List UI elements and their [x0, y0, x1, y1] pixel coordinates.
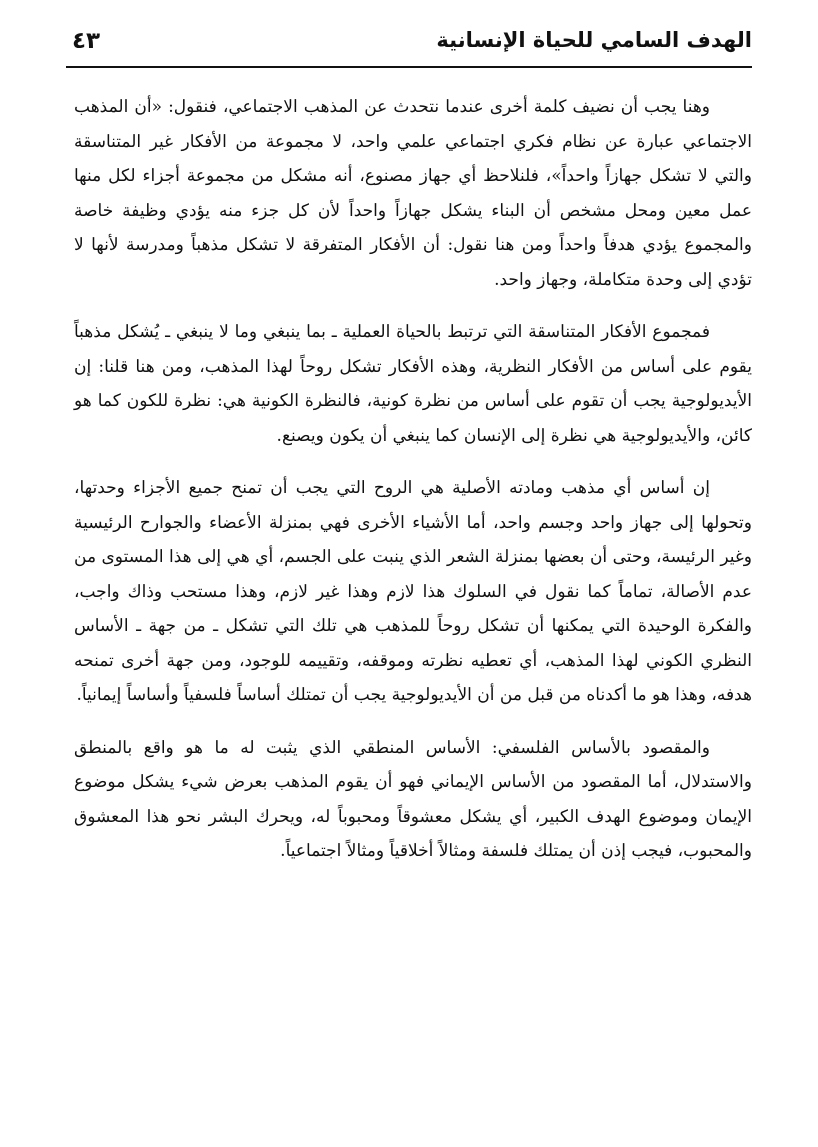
- body-text: [74, 90, 752, 887]
- paragraph-1: وهنا يجب أن نضيف كلمة أخرى عندما نتحدث عن المذهب الاجتماعي، فنقول: «أن المذهب الاجتماعي عبارة عن نظام فكري اجتماعي علمي واحد، لا مجموعة من الأفكار غير المتناسقة والتي لا تشكل جهازاً واحداً»، فلنلاحظ أي جهاز مصنوع، أنه مشكل من مجموعة أجزاء لكل منها عمل معين ومحل مشخص أن البناء يشكل جهازاً واحداً لأن كل جزء منه يؤدي وظيفة خاصة والمجموع يؤدي هدفاً واحداً ومن هنا نقول: أن الأفكار المتفرقة لا تشكل مذهباً ومدرسة لأنها لا تؤدي إلى وحدة متكاملة، وجهاز واحد.: [74, 97, 752, 290]
- paragraph-4: والمقصود بالأساس الفلسفي: الأساس المنطقي الذي يثبت له ما هو واقع بالمنطق والاستدلال، أما المقصود من الأساس الإيماني فهو أن يقوم المذهب بعرض شيء يشكل موضوع الإيمان وموضوع الهدف الكبير، أي يشكل معشوقاً ومحبوباً له، ويحرك البشر نحو هذا المعشوق والمحبوب، فيجب إذن أن يمتلك فلسفة ومثالاً أخلاقياً ومثالاً اجتماعياً.: [74, 737, 752, 861]
- running-title: الهدف السامي للحياة الإنسانية: [436, 28, 752, 52]
- running-header: [66, 24, 752, 64]
- paragraph-3: إن أساس أي مذهب ومادته الأصلية هي الروح التي يجب أن تمنح جميع الأجزاء وحدتها، وتحولها إلى جهاز واحد وجسم واحد، أما الأشياء الأخرى فهي بمنزلة الأعضاء والجوارح الرئيسية وغير الرئيسة، وحتى أن بعضها بمنزلة الشعر الذي ينبت على الجسم، أي هي إلى هذا المستوى من عدم الأصالة، تماماً كما نقول في السلوك هذا لازم وهذا غير لازم، وهذا مستحب وذاك واجب، والفكرة الوحيدة التي يمكنها أن تشكل روحاً للمذهب هي تلك التي تشكل ـ من جهة ـ الأساس النظري الكوني لهذا المذهب، أي تعطيه نظرته وموقفه، وتقييمه للوجود، ومن جهة أخرى تمنحه هدفه، وهذا هو ما أكدناه من قبل من أن الأيديولوجية يجب أن تمتلك أساساً فلسفياً وأساساً إيمانياً.: [74, 478, 752, 705]
- page-number: ٤٣: [72, 28, 101, 54]
- paragraph-2: فمجموع الأفكار المتناسقة التي ترتبط بالحياة العملية ـ بما ينبغي وما لا ينبغي ـ يُشكل مذهباً يقوم على أساس من الأفكار النظرية، وهذه الأفكار تشكل روحاً لهذا المذهب، ومن هنا قلنا: إن الأيديولوجية يجب أن تقوم على أساس من نظرة كونية، فالنظرة الكونية هي: نظرة للكون كما هو كائن، والأيديولوجية هي نظرة إلى الإنسان كما ينبغي أن يكون ويصنع.: [74, 322, 752, 446]
- header-divider: [66, 66, 752, 68]
